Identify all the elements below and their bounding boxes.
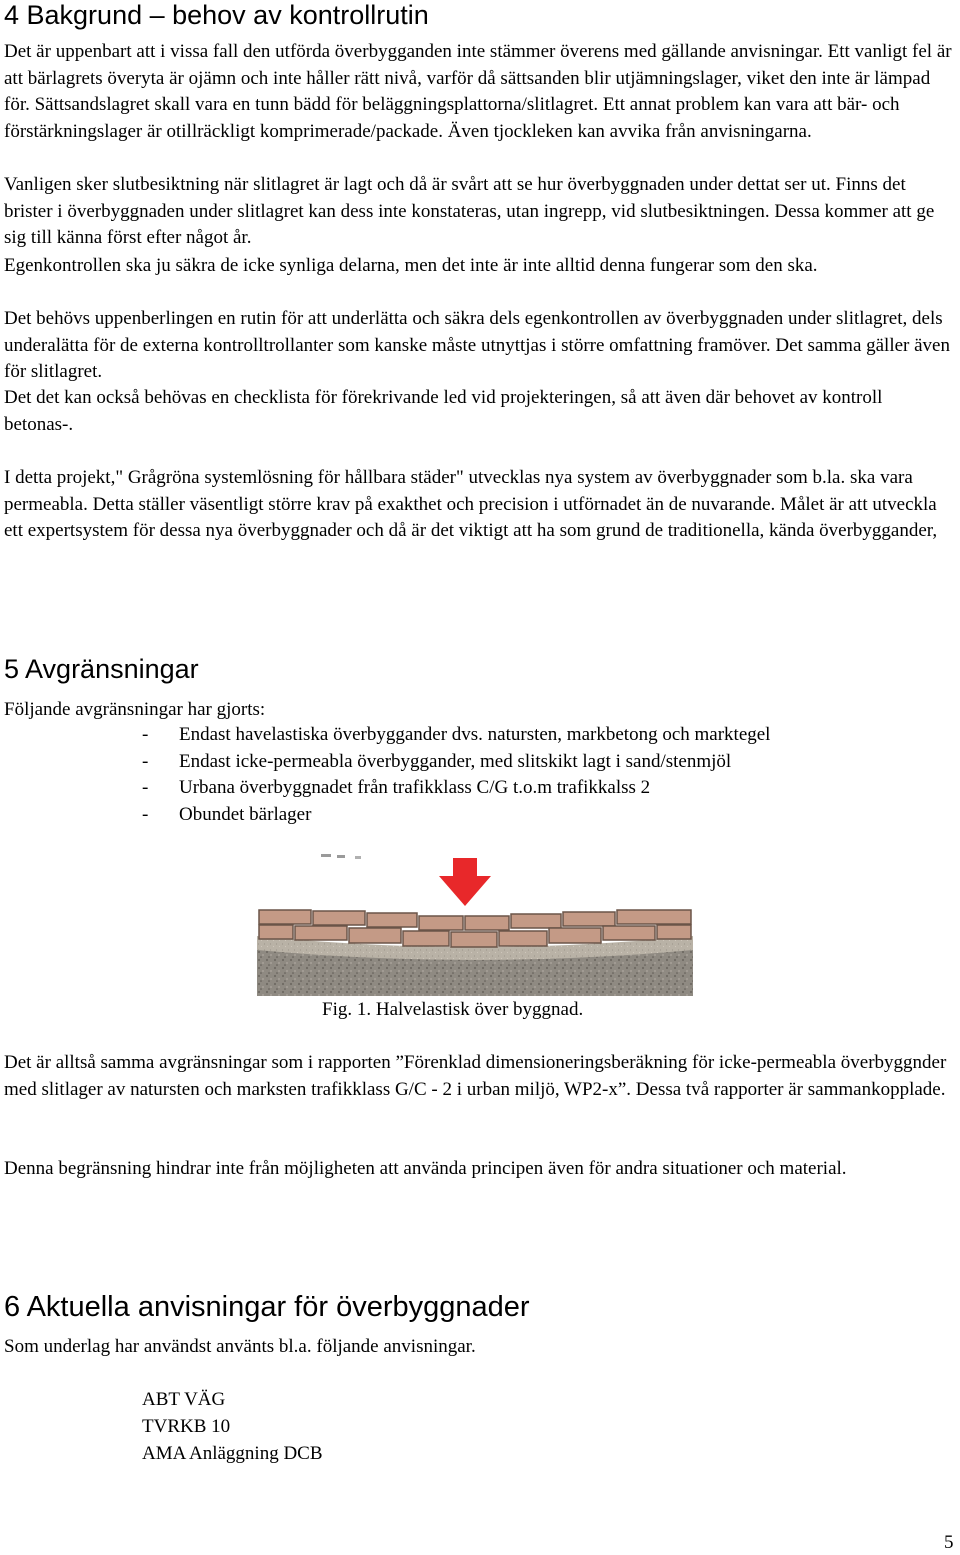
figure-caption: Fig. 1. Halvelastisk över byggnad. <box>322 999 584 1020</box>
list-item-text: Endast havelastiska överbyggander dvs. natursten, markbetong och marktegel <box>179 724 771 745</box>
section-4-heading: 4 Bakgrund – behov av kontrollrutin <box>4 0 429 30</box>
section-4-paragraph-5: Det det kan också behövas en checklista för förekrivande led vid projekteringen, så att även där behovet av kontroll betonas-. <box>4 387 883 435</box>
list-item-text: Obundet bärlager <box>179 803 312 825</box>
page-number: 5 <box>944 1532 954 1553</box>
list-dash: - <box>142 803 149 825</box>
reference-list <box>142 1386 323 1467</box>
section-4-paragraph-6: I detta projekt," Grågröna systemlösning för hållbara städer" utvecklas nya system av överbyggnader som b.la. ska vara permeabla. Detta ställer väsentligt större krav på exakthet och precision i utförnadet än de nuvarande. Målet är att utveckla ett expertsystem för dessa nya överbyggnader och då är det viktigt att ha som grund de traditionella, kända överbyggander, <box>4 467 938 542</box>
section-5-paragraph-2: Denna begränsning hindrar inte från möjligheten att använda principen även för andra situationer och material. <box>4 1158 847 1179</box>
section-5-paragraph-1: Det är alltså samma avgränsningar som i rapporten ”Förenklad dimensioneringsberäkning för icke-permeabla överbyggnder med slitlager av natursten och marksten trafikklass G/C - 2 i urban miljö, WP2-x”. Dessa två rapporter är sammankopplade. <box>4 1052 947 1100</box>
section-4-paragraph-2: Vanligen sker slutbesiktning när slitlagret är lagt och då är svårt att se hur överbyggnaden under dettat ser ut. Finns det brister i överbyggnaden under slitlagret kan dess inte konstateras, utan ingrepp, vid slutbesiktningen. Dessa kommer att ge sig till känna först efter något år. <box>4 174 935 249</box>
list-item-text: Urbana överbyggnadet från trafikklass C/G t.o.m trafikkalss 2 <box>179 777 651 799</box>
paragraph-1-sentence-b: Sättsandslagret skall vara en tunn bädd för beläggningsplattorna/slitlagret. Ett annat problem kan vara att bär- och förstärkningslager är otillräckligt komprimerade/packade. <box>4 94 900 142</box>
pavement-figure <box>257 846 693 996</box>
section-6-heading: 6 Aktuella anvisningar för överbyggnader <box>4 1291 530 1323</box>
paragraph-1-sentence-a: Det är uppenbart att i vissa fall den utförda överbygganden inte stämmer överens med gällande anvisningar. Ett vanligt fel är att bärlagrets överyta är ojämn och inte håller rätt nivå, varför då sättsanden blir utjämningslager, viket den inte är lämpad för. <box>4 41 952 116</box>
paving-stones <box>259 910 691 947</box>
paragraph-1-sentence-c: Även tjockleken kan avvika från anvisningarna. <box>447 120 812 142</box>
section-4-paragraph-4: Det behövs uppenberlingen en rutin för att underlätta och säkra dels egenkontrollen av överbyggnaden under slitlagret, dels underalätta för de externa kontrolltrollanter som kanske måste utnyttjas i större omfattning framöver. Det samma gäller även för slitlagret. <box>4 308 950 383</box>
section-6-intro: Som underlag har användst använts bl.a. följande anvisningar. <box>4 1336 476 1357</box>
reference-item: TVRKB 10 <box>142 1416 231 1437</box>
load-arrow-icon <box>439 858 491 906</box>
section-5-intro: Följande avgränsningar har gjorts: <box>4 699 266 720</box>
section-4-paragraph-1 <box>4 39 956 145</box>
list-dash: - <box>142 777 149 799</box>
section-4-paragraph-3: Egenkontrollen ska ju säkra de icke synliga delarna, men det inte är inte alltid denna fungerar som den ska. <box>4 255 818 276</box>
list-dash: - <box>142 724 149 745</box>
list-item-text: Endast icke-permeabla överbyggander, med slitskikt lagt i sand/stenmjöl <box>179 750 732 772</box>
section-5-heading: 5 Avgränsningar <box>4 654 199 684</box>
reference-item: ABT VÄG <box>142 1389 226 1410</box>
figure-dash-marks <box>321 854 361 859</box>
list-dash: - <box>142 750 149 772</box>
reference-item: AMA Anläggning DCB <box>142 1443 323 1464</box>
